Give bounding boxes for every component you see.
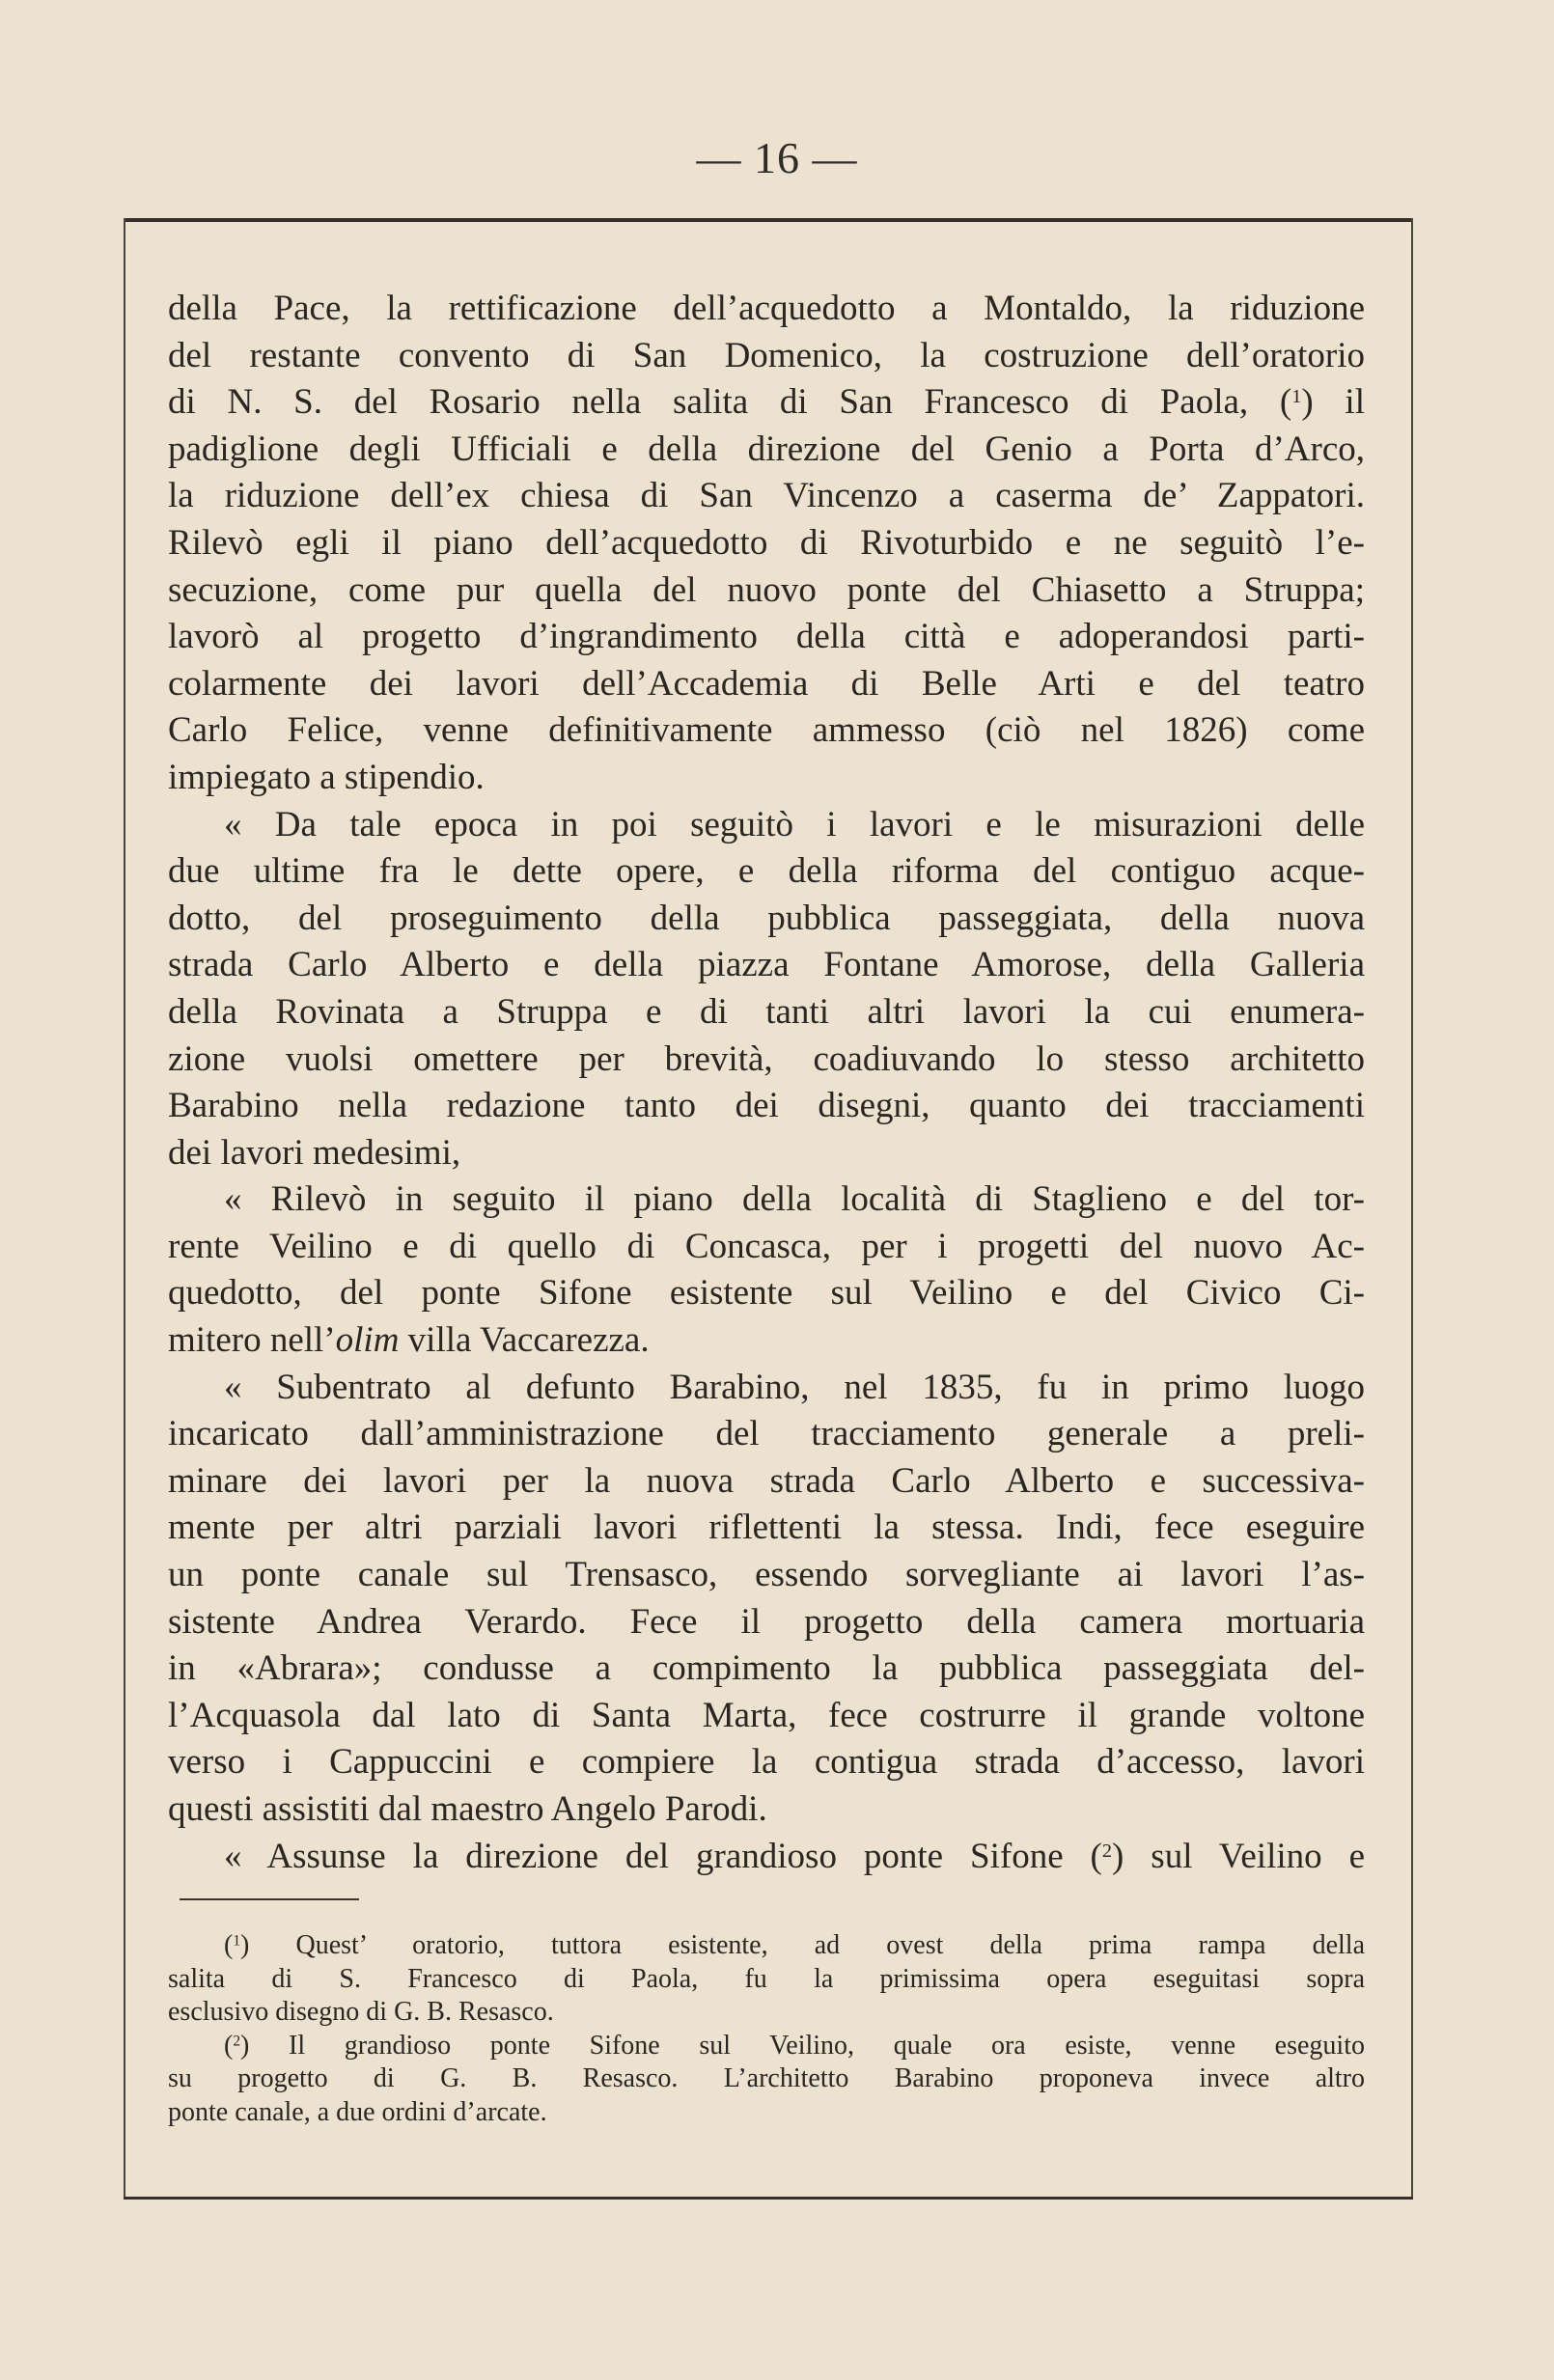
text-run: Rilevò egli il piano dell’acquedotto di Rivoturbido e ne seguitò l’e- bbox=[168, 522, 1365, 563]
footnote-marker: 2 bbox=[233, 2033, 241, 2050]
text-run: Barabino nella redazione tanto dei disegni, quanto dei tracciamenti bbox=[168, 1086, 1365, 1126]
text-run: « Rilevò in seguito il piano della località di Staglieno e del tor- bbox=[224, 1179, 1365, 1220]
body-line bbox=[168, 473, 1365, 520]
body-line bbox=[168, 848, 1365, 896]
body-line bbox=[168, 1458, 1365, 1506]
text-run: ponte canale, a due ordini d’arcate. bbox=[168, 2096, 547, 2127]
body-line bbox=[168, 1176, 1365, 1224]
text-run: questi assistiti dal maestro Angelo Parodi. bbox=[168, 1789, 767, 1829]
text-run: della Pace, la rettificazione dell’acquedotto a Montaldo, la riduzione bbox=[168, 289, 1365, 328]
text-run: su progetto di G. B. Resasco. L’architetto Barabino proponeva invece altro bbox=[168, 2063, 1365, 2093]
body-line bbox=[168, 614, 1365, 661]
footnotes bbox=[168, 1929, 1365, 2129]
text-run: della Rovinata a Struppa e di tanti altri lavori la cui enumera- bbox=[168, 991, 1365, 1032]
footnote-line bbox=[168, 2062, 1365, 2096]
body-line bbox=[168, 661, 1365, 708]
body-line bbox=[168, 427, 1365, 474]
italic-word: olim bbox=[335, 1320, 400, 1361]
text-run: strada Carlo Alberto e della piazza Fontane Amorose, della Galleria bbox=[168, 945, 1365, 985]
text-run: in «Abrara»; condusse a compimento la pubblica passeggiata del- bbox=[168, 1648, 1365, 1689]
body-line bbox=[168, 1505, 1365, 1552]
body-line bbox=[168, 1786, 1365, 1834]
body-line bbox=[168, 1411, 1365, 1458]
frame-top-rule bbox=[124, 218, 1413, 222]
page-number: — 16 — bbox=[696, 133, 858, 182]
body-line bbox=[168, 1037, 1365, 1084]
body-line bbox=[168, 1224, 1365, 1271]
body-line bbox=[168, 1599, 1365, 1647]
frame-right-rule bbox=[1411, 218, 1413, 2199]
frame-bottom-rule bbox=[124, 2197, 1413, 2200]
text-run: rente Veilino e di quello di Concasca, per i progetti del nuovo Ac- bbox=[168, 1226, 1365, 1266]
text-run: un ponte canale sul Trensasco, essendo sorvegliante ai lavori l’as- bbox=[168, 1555, 1365, 1595]
body-line bbox=[168, 1270, 1365, 1317]
footnote-line bbox=[168, 1963, 1365, 1997]
text-run: villa Vaccarezza. bbox=[399, 1320, 650, 1361]
text-run: mente per altri parziali lavori riflettenti la stessa. Indi, fece eseguire bbox=[168, 1508, 1365, 1548]
text-run: secuzione, come pur quella del nuovo ponte del Chiasetto a Struppa; bbox=[168, 569, 1365, 610]
body-line bbox=[168, 755, 1365, 802]
footnote-marker: 1 bbox=[1291, 386, 1302, 407]
text-run: impiegato a stipendio. bbox=[168, 757, 485, 797]
text-run: sistente Andrea Verardo. Fece il progetto della camera mortuaria bbox=[168, 1601, 1365, 1642]
body-line bbox=[168, 1083, 1365, 1130]
text-run: esclusivo disegno di G. B. Resasco. bbox=[168, 1997, 554, 2027]
footnote-line bbox=[168, 2096, 1365, 2130]
body-line bbox=[168, 333, 1365, 380]
text-run: « Assunse la direzione del grandioso ponte Sifone ( bbox=[224, 1836, 1102, 1876]
footnote-line bbox=[168, 1996, 1365, 2030]
body-line bbox=[168, 1693, 1365, 1740]
text-run: di N. S. del Rosario nella salita di San Francesco di Paola, ( bbox=[168, 382, 1292, 423]
text-run: dotto, del proseguimento della pubblica passeggiata, della nuova bbox=[168, 898, 1365, 938]
text-run: incaricato dall’amministrazione del tracciamento generale a preli- bbox=[168, 1414, 1365, 1454]
body-line bbox=[168, 1552, 1365, 1599]
footnote-line bbox=[168, 1929, 1365, 1963]
body-line bbox=[168, 520, 1365, 567]
body-line bbox=[168, 1834, 1365, 1881]
body-line bbox=[168, 896, 1365, 943]
text-run: l’Acquasola dal lato di Santa Marta, fece costrurre il grande voltone bbox=[168, 1695, 1365, 1735]
text-run: mitero nell’ bbox=[168, 1320, 336, 1361]
text-run: minare dei lavori per la nuova strada Carlo Alberto e successiva- bbox=[168, 1460, 1365, 1501]
text-run: ) Quest’ oratorio, tuttora esistente, ad ovest della prima rampa della bbox=[240, 1930, 1365, 1960]
body-line bbox=[168, 567, 1365, 615]
body-line bbox=[168, 1739, 1365, 1786]
text-run: del restante convento di San Domenico, la costruzione dell’oratorio bbox=[168, 335, 1365, 375]
body-line bbox=[168, 802, 1365, 849]
text-run: ) Il grandioso ponte Sifone sul Veilino, quale ora esiste, venne eseguito bbox=[240, 2030, 1365, 2061]
text-run: quedotto, del ponte Sifone esistente sul Veilino e del Civico Ci- bbox=[168, 1273, 1365, 1314]
text-run: ) sul Veilino e bbox=[1112, 1836, 1365, 1876]
body-line bbox=[168, 1646, 1365, 1693]
body-line bbox=[168, 379, 1365, 427]
text-run: due ultime fra le dette opere, e della riforma del contiguo acque- bbox=[168, 851, 1365, 892]
body-text bbox=[168, 286, 1365, 1880]
body-line bbox=[168, 707, 1365, 755]
text-run: « Da tale epoca in poi seguitò i lavori e le misurazioni delle bbox=[224, 804, 1365, 844]
footnote-line bbox=[168, 2030, 1365, 2063]
footnote-marker: 2 bbox=[1101, 1840, 1113, 1862]
frame-left-rule bbox=[124, 218, 125, 2199]
text-run: colarmente dei lavori dell’Accademia di Belle Arti e del teatro bbox=[168, 663, 1365, 704]
body-line bbox=[168, 942, 1365, 989]
body-line bbox=[168, 1130, 1365, 1177]
text-run: « Subentrato al defunto Barabino, nel 1835, fu in primo luogo bbox=[224, 1367, 1365, 1407]
body-line bbox=[168, 989, 1365, 1037]
body-line bbox=[168, 1365, 1365, 1412]
text-run: zione vuolsi omettere per brevità, coadiuvando lo stesso architetto bbox=[168, 1038, 1365, 1079]
text-run: salita di S. Francesco di Paola, fu la primissima opera eseguitasi sopra bbox=[168, 1963, 1365, 1994]
text-run: ) il bbox=[1301, 382, 1365, 423]
text-run: dei lavori medesimi, bbox=[168, 1132, 461, 1173]
text-run: Carlo Felice, venne definitivamente ammesso (ciò nel 1826) come bbox=[168, 710, 1365, 751]
text-run: ( bbox=[224, 1930, 234, 1960]
text-run: lavorò al progetto d’ingrandimento della città e adoperandosi parti- bbox=[168, 617, 1365, 657]
text-run: la riduzione dell’ex chiesa di San Vincenzo a caserma de’ Zappatori. bbox=[168, 476, 1365, 516]
text-run: ( bbox=[224, 2030, 234, 2061]
text-run: padiglione degli Ufficiali e della direzione del Genio a Porta d’Arco, bbox=[168, 429, 1365, 469]
footnote-separator bbox=[180, 1898, 359, 1900]
body-line bbox=[168, 1317, 1365, 1365]
text-run: verso i Cappuccini e compiere la contigua strada d’accesso, lavori bbox=[168, 1742, 1365, 1783]
body-line bbox=[168, 286, 1365, 333]
footnote-marker: 1 bbox=[233, 1932, 241, 1950]
